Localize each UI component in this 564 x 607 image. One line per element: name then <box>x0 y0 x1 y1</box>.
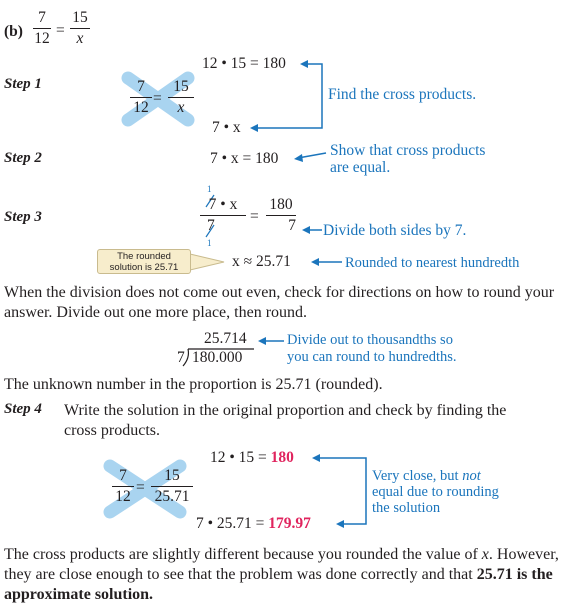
step3-result-note: Rounded to nearest hundredth <box>345 255 520 271</box>
step2-equation: 7 • x = 180 <box>210 150 279 167</box>
step4-equals: = <box>136 479 145 496</box>
header-fraction-left <box>33 9 51 48</box>
conclusion-var: x <box>481 546 489 563</box>
step3-cancel-bottom: 1 <box>207 238 212 248</box>
header-fraction-right <box>70 9 90 48</box>
step4-fraction-right <box>151 467 193 506</box>
conclusion-start: The cross products are slightly different because you rounded the value of <box>4 546 482 563</box>
step4-label: Step 4 <box>4 401 42 417</box>
step4-note-line3: the solution <box>372 500 441 516</box>
callout-line1: The rounded <box>117 251 171 262</box>
step4-note-line1: Very close, but not <box>372 468 481 484</box>
step4-cross-top <box>210 448 294 468</box>
step2-note-line1: Show that cross products <box>330 142 486 159</box>
division-note-line1: Divide out to thousandths so <box>287 332 453 348</box>
step3-left-num: 7 • x <box>208 196 238 213</box>
step1-den-right: x <box>177 99 185 116</box>
arrowhead-rounded <box>311 258 319 266</box>
step4-fraction-left <box>112 467 134 506</box>
step2-note <box>330 142 485 176</box>
step4-cross-bottom-expr: 7 • 25.71 = <box>196 515 269 532</box>
callout-line2: solution is 25.71 <box>109 262 179 273</box>
step4-num-left: 7 <box>119 467 127 484</box>
step1-label: Step 1 <box>4 76 42 92</box>
header-num-left: 7 <box>38 9 46 26</box>
step1-note: Find the cross products. <box>328 86 477 103</box>
callout-pointer <box>190 254 224 270</box>
step4-cross-top-expr: 12 • 15 = <box>210 449 271 466</box>
step2-label: Step 2 <box>4 150 42 166</box>
step3-equals: = <box>250 208 259 225</box>
step1-fraction-left <box>130 78 152 117</box>
header-equals: = <box>56 22 65 39</box>
part-label: (b) <box>4 23 23 40</box>
arrowhead-division <box>258 337 266 345</box>
step3-fraction-left <box>200 196 246 235</box>
step4-den-left: 12 <box>115 488 131 505</box>
conclusion-mid: . However, they are close enough to see that the problem was done correctly and that <box>4 546 559 583</box>
division-divisor: 7 <box>177 349 185 366</box>
division-note <box>287 332 457 366</box>
step4-cross-top-value: 180 <box>270 449 294 466</box>
division-quotient: 25.714 <box>204 330 247 347</box>
rounded-solution-callout <box>97 249 191 274</box>
step1-den-left: 12 <box>133 99 149 116</box>
arrowhead-step2 <box>294 154 303 162</box>
step2-note-line2: are equal. <box>330 159 391 176</box>
arrowhead-step3 <box>302 226 310 234</box>
step3-cancel-top: 1 <box>207 184 212 194</box>
step3-label: Step 3 <box>4 209 42 225</box>
division-note-line2: you can round to hundredths. <box>287 349 457 365</box>
step1-cross-bottom: 7 • x <box>212 119 241 136</box>
step3-result: x ≈ 25.71 <box>232 253 291 270</box>
conclusion-bold: 25.71 is the approximate solution. <box>4 566 553 603</box>
arrowhead-step1-top <box>300 60 308 68</box>
step4-cross-bottom-value: 179.97 <box>268 515 311 532</box>
division-dividend: 180.000 <box>192 349 243 366</box>
step4-num-right: 15 <box>164 467 180 484</box>
arrowhead-step4-bottom <box>336 520 344 528</box>
paragraph-division-note: When the division does not come out even, check for directions on how to round your answer. Divide out one more place, then round. <box>4 284 555 321</box>
step3-right-num: 180 <box>269 196 293 213</box>
step3-left-den: 7 <box>207 217 215 234</box>
step4-text: Write the solution in the original proportion and check by finding the cross products. <box>64 402 507 439</box>
step4-cross-bottom <box>196 514 311 534</box>
arrowhead-step1-bottom <box>250 124 258 132</box>
arrowhead-step4-top <box>312 454 320 462</box>
step1-fraction-right <box>168 78 194 117</box>
step1-equals: = <box>153 90 162 107</box>
step1-cross-top: 12 • 15 = 180 <box>202 55 286 72</box>
header-den-left: 12 <box>34 30 50 47</box>
step3-fraction-right <box>266 196 296 235</box>
step1-num-right: 15 <box>173 78 189 95</box>
paragraph-conclusion <box>4 545 560 605</box>
step3-note: Divide both sides by 7. <box>323 222 467 239</box>
bracket-step4 <box>316 458 366 524</box>
step1-num-left: 7 <box>137 78 145 95</box>
header-num-right: 15 <box>72 9 88 26</box>
header-den-right: x <box>76 30 84 47</box>
paragraph-unknown-number: The unknown number in the proportion is 25.71 (rounded). <box>4 376 383 393</box>
step3-right-den: 7 <box>288 217 296 234</box>
step4-den-right: 25.71 <box>154 488 190 505</box>
step4-note <box>372 468 499 516</box>
step4-note-line2: equal due to rounding <box>372 484 499 500</box>
